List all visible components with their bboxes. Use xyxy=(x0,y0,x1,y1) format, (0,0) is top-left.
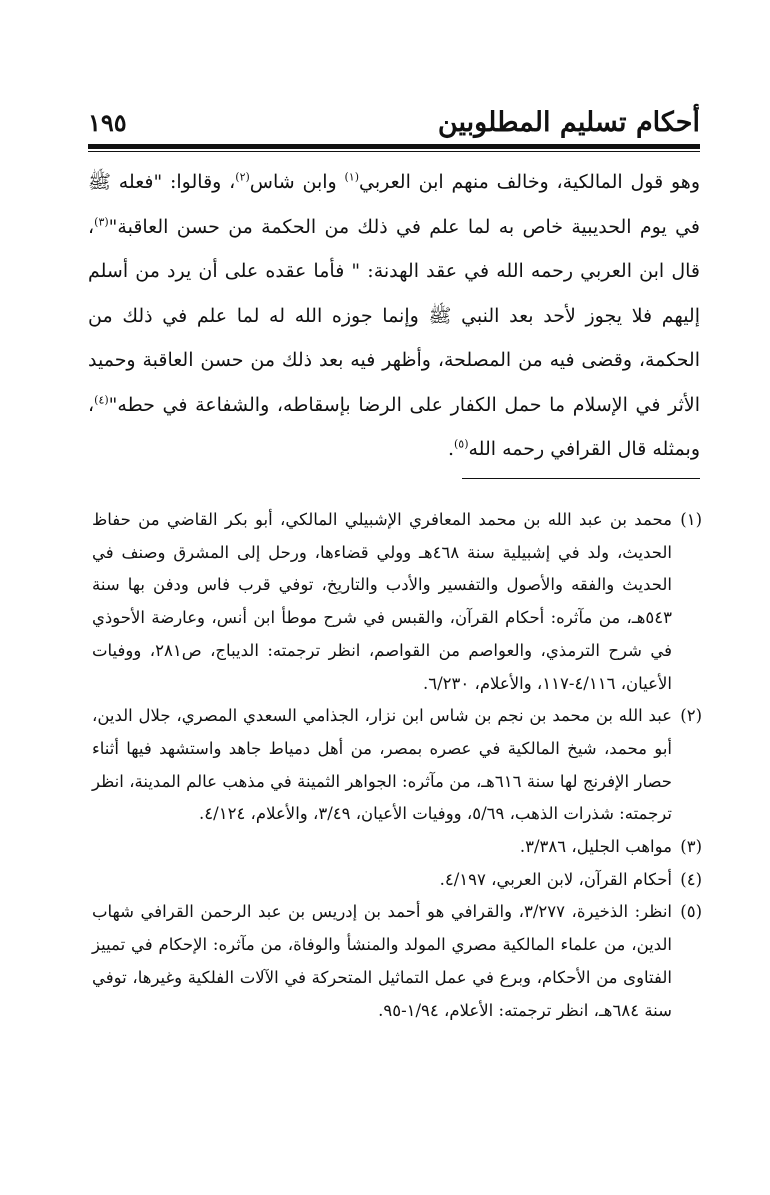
footnote-text: أحكام القرآن، لابن العربي، ٤/١٩٧. xyxy=(439,869,672,889)
text-segment: وابن شاس xyxy=(249,171,345,193)
footnote-number: (١) xyxy=(680,510,702,529)
footnotes-section xyxy=(92,504,702,1027)
text-segment: ، وقالوا: "فعله ﷺ في يوم الحديبية خاص به لما علم في ذلك من الحكمة من حسن العاقبة" xyxy=(88,171,700,238)
footnote-number: (٤) xyxy=(680,869,702,889)
main-paragraph xyxy=(88,160,700,472)
footnote-ref-5[interactable]: (٥) xyxy=(453,437,469,451)
header-rule-thin xyxy=(88,151,700,152)
text-segment: ، وبمثله قال القرافي رحمه الله xyxy=(88,393,700,460)
footnote-text: مواهب الجليل، ٣/٣٨٦. xyxy=(519,837,672,857)
footnote-number: (٥) xyxy=(680,902,702,922)
footnote-3 xyxy=(92,831,702,864)
footnote-divider xyxy=(462,478,700,479)
footnote-2 xyxy=(92,700,702,831)
page-number: ١٩٥ xyxy=(88,107,127,137)
page-header xyxy=(88,102,700,142)
footnote-number: (٣) xyxy=(680,837,702,857)
footnote-text: محمد بن عبد الله بن محمد المعافري الإشبيلي المالكي، أبو بكر القاضي من حفاظ الحديث، ولد في إشبيلية سنة ٤٦٨هـ وولي قضاءها، ورحل إلى المشرق وصنف في الحديث والفقه والأصول والتفسير والأدب والتاريخ، توفي قرب فاس ودفن بها سنة ٥٤٣هـ، من مآثره: أحكام القرآن، والقبس في شرح موطأ ابن أنس، وعارضة الأحوذي في شرح الترمذي، والعواصم من القواصم، انظر ترجمته: الديباج، ص٢٨١، ووفيات الأعيان، ٤/١١٦-١١٧، والأعلام، ٦/٢٣٠. xyxy=(92,510,673,693)
main-text xyxy=(88,160,700,472)
header-rule-thick xyxy=(88,144,700,149)
footnote-1 xyxy=(92,504,702,700)
footnote-text: عبد الله بن محمد بن نجم بن شاس ابن نزار، الجذامي السعدي المصري، جلال الدين، أبو محمد، شيخ المالكية في عصره بمصر، من أهل دمياط جاهد واستشهد فيها أثناء حصار الإفرنج لها سنة ٦١٦هـ، من مآثره: الجواهر الثمينة في مذهب عالم المدينة، انظر ترجمته: شذرات الذهب، ٥/٦٩، ووفيات الأعيان، ٣/٤٩، والأعلام، ٤/١٢٤. xyxy=(92,706,672,824)
text-segment: وهو قول المالكية، وخالف منهم ابن العربي xyxy=(359,171,701,193)
footnote-5 xyxy=(92,896,702,1027)
footnote-ref-1[interactable]: (١) xyxy=(344,170,359,184)
footnote-text: انظر: الذخيرة، ٣/٢٧٧، والقرافي هو أحمد بن إدريس بن عبد الرحمن القرافي شهاب الدين، من علماء المالكية مصري المولد والمنشأ والوفاة، من مآثره: الإحكام في تمييز الفتاوى من الأحكام، وبرع في عمل التماثيل المتحركة في الآلات الفلكية وغيرها، توفي سنة ٦٨٤هـ، انظر ترجمته: الأعلام، ١/٩٤-٩٥. xyxy=(92,902,672,1020)
footnote-4 xyxy=(92,864,702,897)
footnote-ref-4[interactable]: (٤) xyxy=(94,393,109,407)
footnote-number: (٢) xyxy=(680,706,702,726)
text-segment: . xyxy=(447,438,454,460)
running-title: أحكام تسليم المطلوبين xyxy=(437,106,700,138)
text-segment: ، قال ابن العربي رحمه الله في عقد الهدنة: " فأما عقده على أن يرد من أسلم إليهم فلا يجوز لأحد بعد النبي ﷺ وإنما جوزه الله له لما علم في ذلك من الحكمة، وقضى فيه من المصلحة، وأظهر فيه بعد ذلك من حسن العاقبة وحميد الأثر في الإسلام ما حمل الكفار على الرضا بإسقاطه، والشفاعة في حطه" xyxy=(88,215,700,416)
footnote-ref-3[interactable]: (٣) xyxy=(94,215,109,229)
footnote-ref-2[interactable]: (٢) xyxy=(235,170,250,184)
